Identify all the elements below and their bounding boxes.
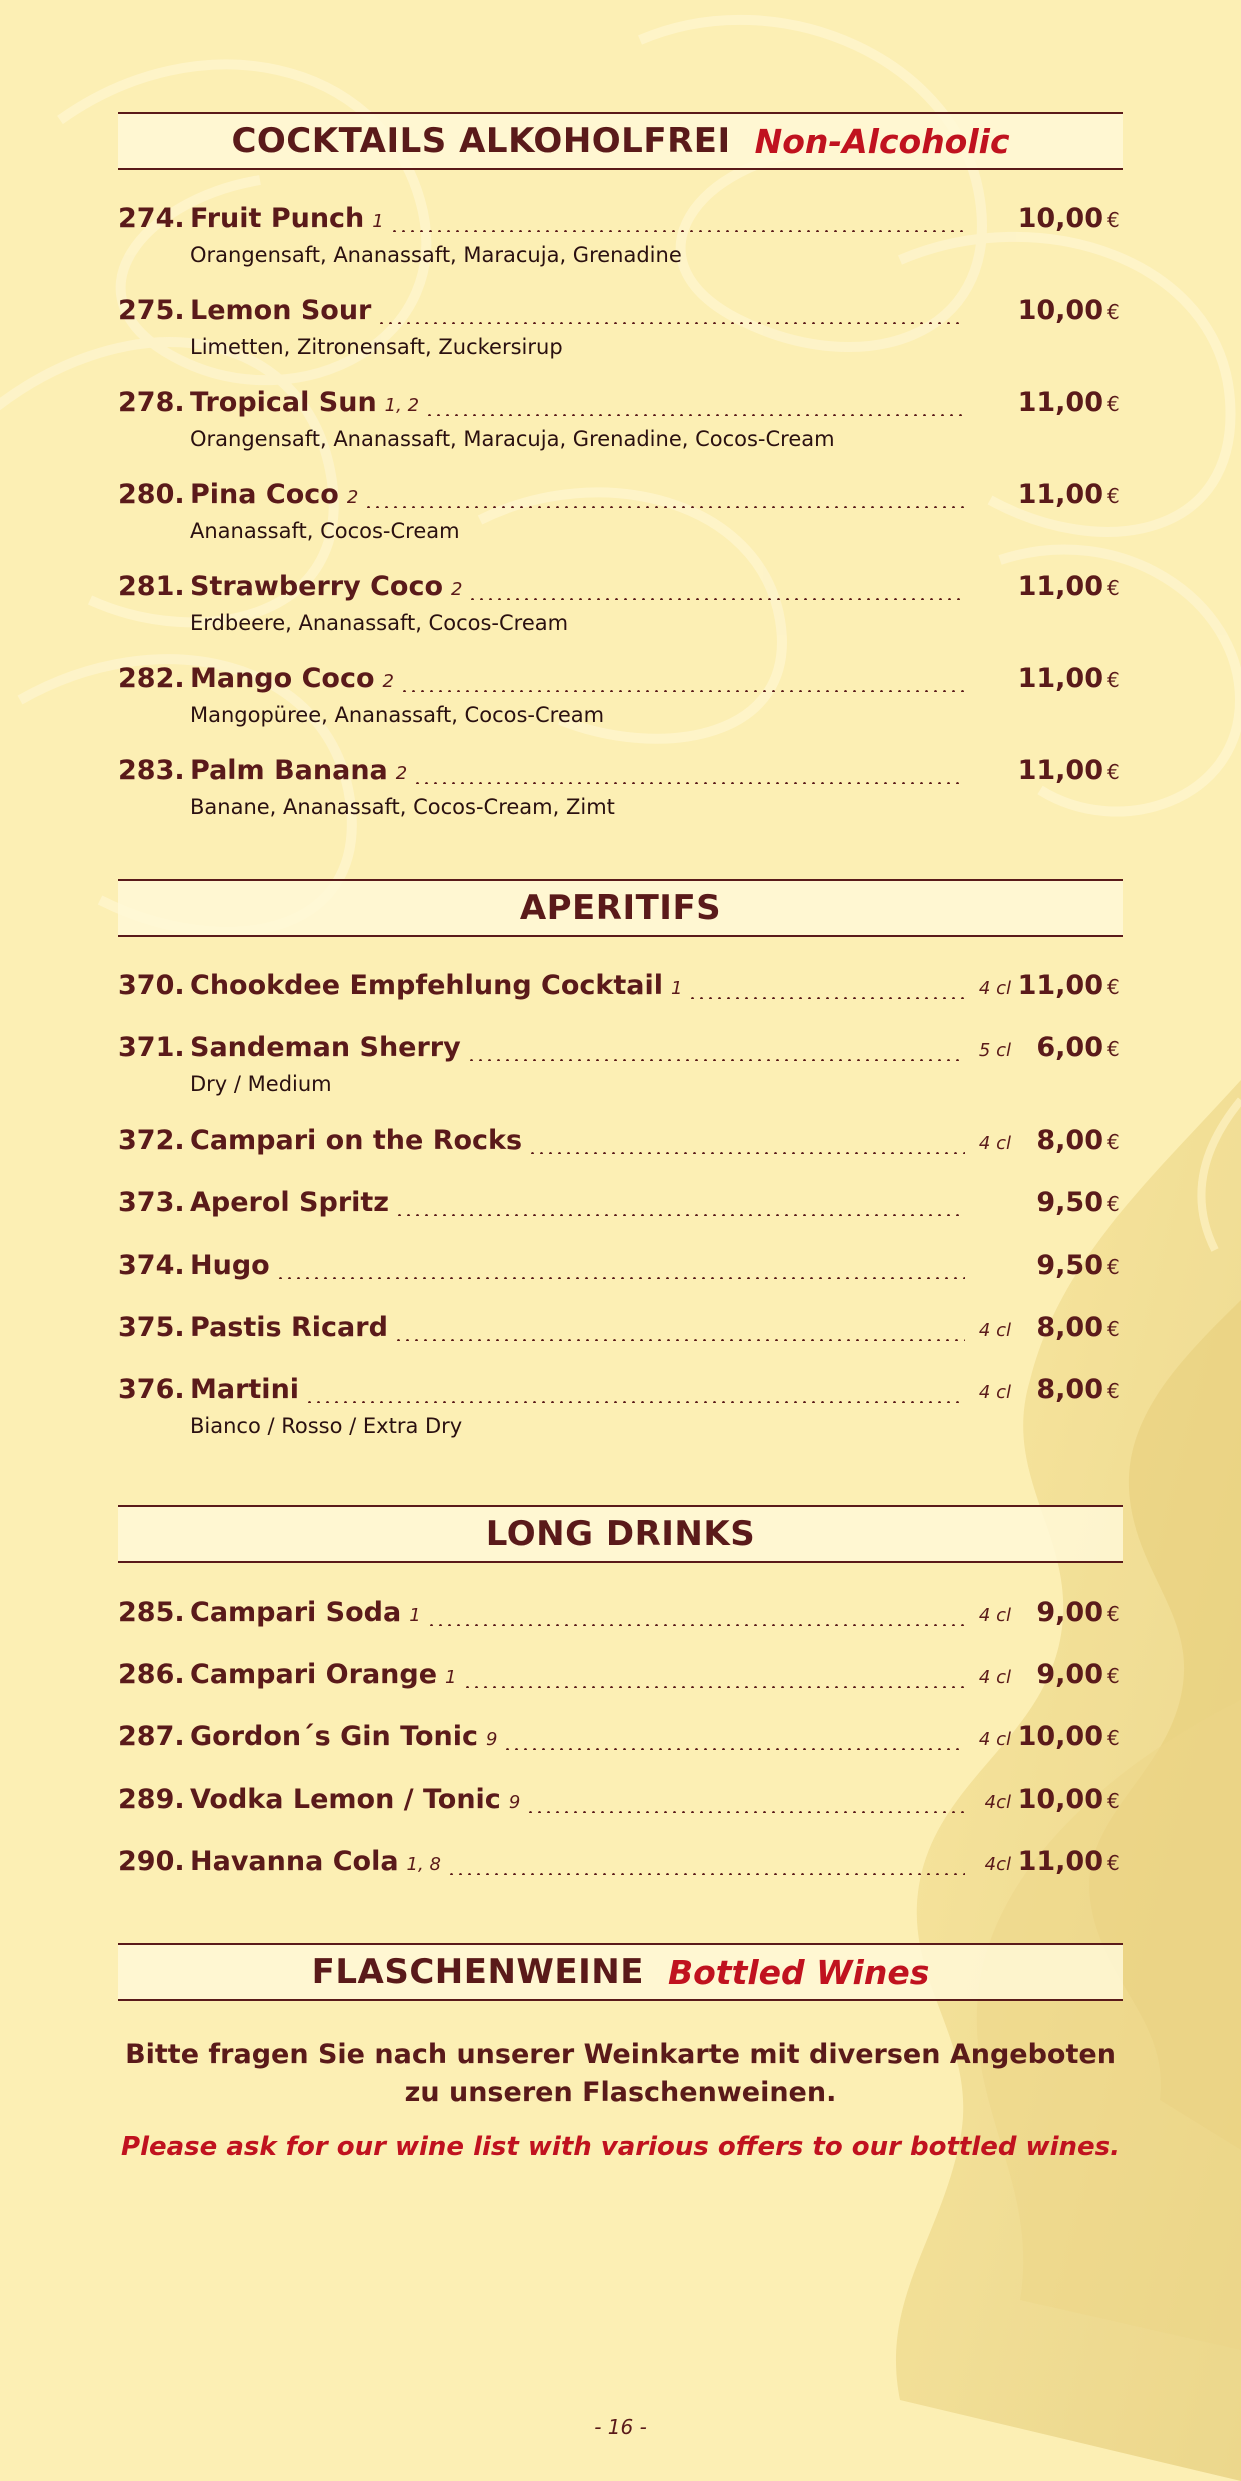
section-header-wines (118, 1943, 1123, 2001)
dot-leader (413, 782, 965, 784)
section-title: APERITIFS (519, 888, 722, 928)
item-name: Lemon Sour (190, 295, 372, 326)
dot-leader (688, 997, 965, 999)
menu-item (118, 1312, 1123, 1352)
item-price: 11,00 (1017, 663, 1103, 694)
currency-symbol: € (1107, 300, 1120, 324)
item-number: 375. (118, 1312, 185, 1343)
currency-symbol: € (1107, 1602, 1120, 1626)
section-title: FLASCHENWEINE (311, 1952, 644, 1992)
item-additive-note: 1, 8 (406, 1854, 441, 1875)
wine-info-german (118, 2036, 1123, 2112)
menu-item-row (118, 970, 1123, 1010)
item-number: 274. (118, 203, 185, 234)
menu-item (118, 387, 1123, 451)
item-additive-note: 1 (409, 1605, 421, 1626)
menu-item-row (118, 1312, 1123, 1352)
item-description: Ananassaft, Cocos-Cream (190, 519, 460, 543)
item-name: Fruit Punch (190, 203, 365, 234)
menu-item (118, 1597, 1123, 1637)
currency-symbol: € (1107, 1664, 1120, 1688)
menu-item (118, 1721, 1123, 1761)
item-name: Mango Coco (190, 663, 375, 694)
dot-leader (447, 1873, 965, 1875)
menu-item (118, 479, 1123, 543)
wine-info-line: zu unseren Flaschenweinen. (404, 2077, 837, 2108)
item-number: 373. (118, 1187, 185, 1218)
currency-symbol: € (1107, 975, 1120, 999)
dot-leader (425, 414, 965, 416)
item-additive-note: 1 (445, 1667, 457, 1688)
item-number: 281. (118, 571, 185, 602)
item-additive-note: 2 (382, 671, 394, 692)
currency-symbol: € (1107, 1037, 1120, 1061)
item-price: 10,00 (1017, 203, 1103, 234)
item-measure: 4 cl (978, 1133, 1011, 1154)
item-number: 372. (118, 1125, 185, 1156)
menu-item (118, 1659, 1123, 1699)
menu-item (118, 571, 1123, 635)
menu-item-row (118, 1125, 1123, 1165)
menu-item (118, 295, 1123, 359)
dot-leader (305, 1401, 965, 1403)
item-price: 9,50 (1036, 1250, 1103, 1281)
item-number: 371. (118, 1032, 185, 1063)
item-description: Dry / Medium (190, 1072, 332, 1096)
item-price: 11,00 (1017, 1846, 1103, 1877)
menu-item-row (118, 1374, 1123, 1414)
item-measure: 4cl (984, 1792, 1011, 1813)
menu-item-row (118, 1187, 1123, 1227)
menu-item (118, 1250, 1123, 1290)
item-measure: 4 cl (978, 978, 1011, 999)
currency-symbol: € (1107, 576, 1120, 600)
section-header-aperitifs (118, 879, 1123, 937)
menu-item (118, 1125, 1123, 1165)
item-number: 280. (118, 479, 185, 510)
dot-leader (468, 598, 965, 600)
item-name: Campari Soda (190, 1597, 402, 1628)
item-name: Pastis Ricard (190, 1312, 388, 1343)
section-title: LONG DRINKS (485, 1514, 756, 1554)
item-name: Sandeman Sherry (190, 1032, 461, 1063)
dot-leader (276, 1277, 965, 1279)
menu-item-row (118, 1659, 1123, 1699)
item-measure: 5 cl (978, 1040, 1011, 1061)
menu-item (118, 1187, 1123, 1227)
dot-leader (390, 230, 965, 232)
dot-leader (400, 690, 965, 692)
menu-item (118, 1374, 1123, 1438)
menu-item-row (118, 295, 1123, 335)
item-measure: 4 cl (978, 1320, 1011, 1341)
dot-leader (528, 1152, 965, 1154)
menu-item (118, 1784, 1123, 1824)
currency-symbol: € (1107, 1255, 1120, 1279)
item-price: 8,00 (1036, 1374, 1103, 1405)
item-price: 9,00 (1036, 1659, 1103, 1690)
item-price: 10,00 (1017, 1721, 1103, 1752)
item-measure: 4cl (984, 1854, 1011, 1875)
menu-item (118, 755, 1123, 819)
dot-leader (467, 1059, 965, 1061)
item-measure: 4 cl (978, 1729, 1011, 1750)
dot-leader (364, 506, 965, 508)
item-number: 278. (118, 387, 185, 418)
item-name: Havanna Cola (190, 1846, 399, 1877)
currency-symbol: € (1107, 1192, 1120, 1216)
item-number: 374. (118, 1250, 185, 1281)
item-additive-note: 2 (395, 763, 408, 784)
dot-leader (427, 1624, 965, 1626)
menu-item-row (118, 1721, 1123, 1761)
dot-leader (503, 1748, 965, 1750)
item-number: 286. (118, 1659, 185, 1690)
item-measure: 4 cl (978, 1382, 1011, 1403)
item-price: 10,00 (1017, 1784, 1103, 1815)
section-header-cocktails (118, 112, 1123, 170)
currency-symbol: € (1107, 668, 1120, 692)
section-header-longdrinks (118, 1505, 1123, 1563)
item-description: Erdbeere, Ananassaft, Cocos-Cream (190, 611, 569, 635)
item-price: 11,00 (1017, 970, 1103, 1001)
dot-leader (395, 1214, 965, 1216)
item-additive-note: 2 (346, 487, 359, 508)
section-title: COCKTAILS ALKOHOLFREI (231, 121, 731, 161)
currency-symbol: € (1107, 1130, 1120, 1154)
item-additive-note: 9 (508, 1792, 521, 1813)
item-name: Vodka Lemon / Tonic (190, 1784, 501, 1815)
currency-symbol: € (1107, 1317, 1120, 1341)
dot-leader (526, 1811, 965, 1813)
section-subtitle: Bottled Wines (667, 1952, 930, 1992)
item-name: Hugo (190, 1250, 270, 1281)
item-name: Martini (190, 1374, 300, 1405)
menu-item-row (118, 663, 1123, 703)
item-number: 287. (118, 1721, 185, 1752)
item-price: 11,00 (1017, 571, 1103, 602)
item-price: 8,00 (1036, 1312, 1103, 1343)
currency-symbol: € (1107, 1789, 1120, 1813)
item-description: Mangopüree, Ananassaft, Cocos-Cream (190, 703, 605, 727)
item-number: 376. (118, 1374, 185, 1405)
item-name: Chookdee Empfehlung Cocktail (190, 970, 664, 1001)
menu-item-row (118, 387, 1123, 427)
item-price: 11,00 (1017, 479, 1103, 510)
item-additive-note: 9 (486, 1729, 498, 1750)
item-price: 8,00 (1036, 1125, 1103, 1156)
currency-symbol: € (1107, 484, 1120, 508)
item-number: 290. (118, 1846, 185, 1877)
dot-leader (377, 322, 965, 324)
menu-item-row (118, 1784, 1123, 1824)
item-number: 282. (118, 663, 185, 694)
menu-item-row (118, 1846, 1123, 1886)
item-name: Pina Coco (190, 479, 339, 510)
item-price: 10,00 (1017, 295, 1103, 326)
menu-item (118, 663, 1123, 727)
item-description: Bianco / Rosso / Extra Dry (190, 1414, 463, 1438)
item-price: 9,00 (1036, 1597, 1103, 1628)
item-number: 283. (118, 755, 185, 786)
page-number: - 16 - (594, 2415, 647, 2439)
menu-item-row (118, 571, 1123, 611)
currency-symbol: € (1107, 1379, 1120, 1403)
item-price: 11,00 (1017, 387, 1103, 418)
item-measure: 4 cl (978, 1605, 1011, 1626)
item-name: Gordon´s Gin Tonic (190, 1721, 478, 1752)
currency-symbol: € (1107, 392, 1120, 416)
menu-item (118, 1032, 1123, 1096)
menu-item-row (118, 203, 1123, 243)
dot-leader (394, 1339, 965, 1341)
item-additive-note: 1 (372, 211, 384, 232)
menu-item (118, 1846, 1123, 1886)
item-additive-note: 1 (671, 978, 683, 999)
item-price: 6,00 (1036, 1032, 1103, 1063)
wine-info-english: Please ask for our wine list with various offers to our bottled wines. (121, 2132, 1120, 2162)
item-number: 289. (118, 1784, 185, 1815)
item-name: Tropical Sun (190, 387, 377, 418)
item-name: Aperol Spritz (190, 1187, 390, 1218)
menu-item-row (118, 755, 1123, 795)
item-description: Orangensaft, Ananassaft, Maracuja, Grenadine, Cocos-Cream (190, 427, 835, 451)
menu-item (118, 203, 1123, 267)
item-description: Banane, Ananassaft, Cocos-Cream, Zimt (190, 795, 615, 819)
item-description: Limetten, Zitronensaft, Zuckersirup (190, 335, 563, 359)
item-name: Campari Orange (190, 1659, 438, 1690)
currency-symbol: € (1107, 1726, 1120, 1750)
currency-symbol: € (1107, 1851, 1120, 1875)
item-additive-note: 2 (451, 579, 463, 600)
item-price: 11,00 (1017, 755, 1103, 786)
menu-item-row (118, 479, 1123, 519)
item-name: Palm Banana (190, 755, 388, 786)
menu-item-row (118, 1250, 1123, 1290)
currency-symbol: € (1107, 208, 1120, 232)
currency-symbol: € (1107, 760, 1120, 784)
item-name: Campari on the Rocks (190, 1125, 523, 1156)
section-subtitle: Non-Alcoholic (754, 121, 1010, 161)
item-name: Strawberry Coco (190, 571, 444, 602)
menu-item (118, 970, 1123, 1010)
item-number: 370. (118, 970, 185, 1001)
item-number: 275. (118, 295, 185, 326)
item-number: 285. (118, 1597, 185, 1628)
wine-info-line: Bitte fragen Sie nach unserer Weinkarte mit diversen Angeboten (125, 2039, 1116, 2070)
dot-leader (463, 1686, 966, 1688)
item-price: 9,50 (1036, 1187, 1103, 1218)
menu-item-row (118, 1032, 1123, 1072)
item-description: Orangensaft, Ananassaft, Maracuja, Grenadine (190, 243, 682, 267)
item-measure: 4 cl (978, 1667, 1011, 1688)
item-additive-note: 1, 2 (384, 395, 420, 416)
menu-item-row (118, 1597, 1123, 1637)
